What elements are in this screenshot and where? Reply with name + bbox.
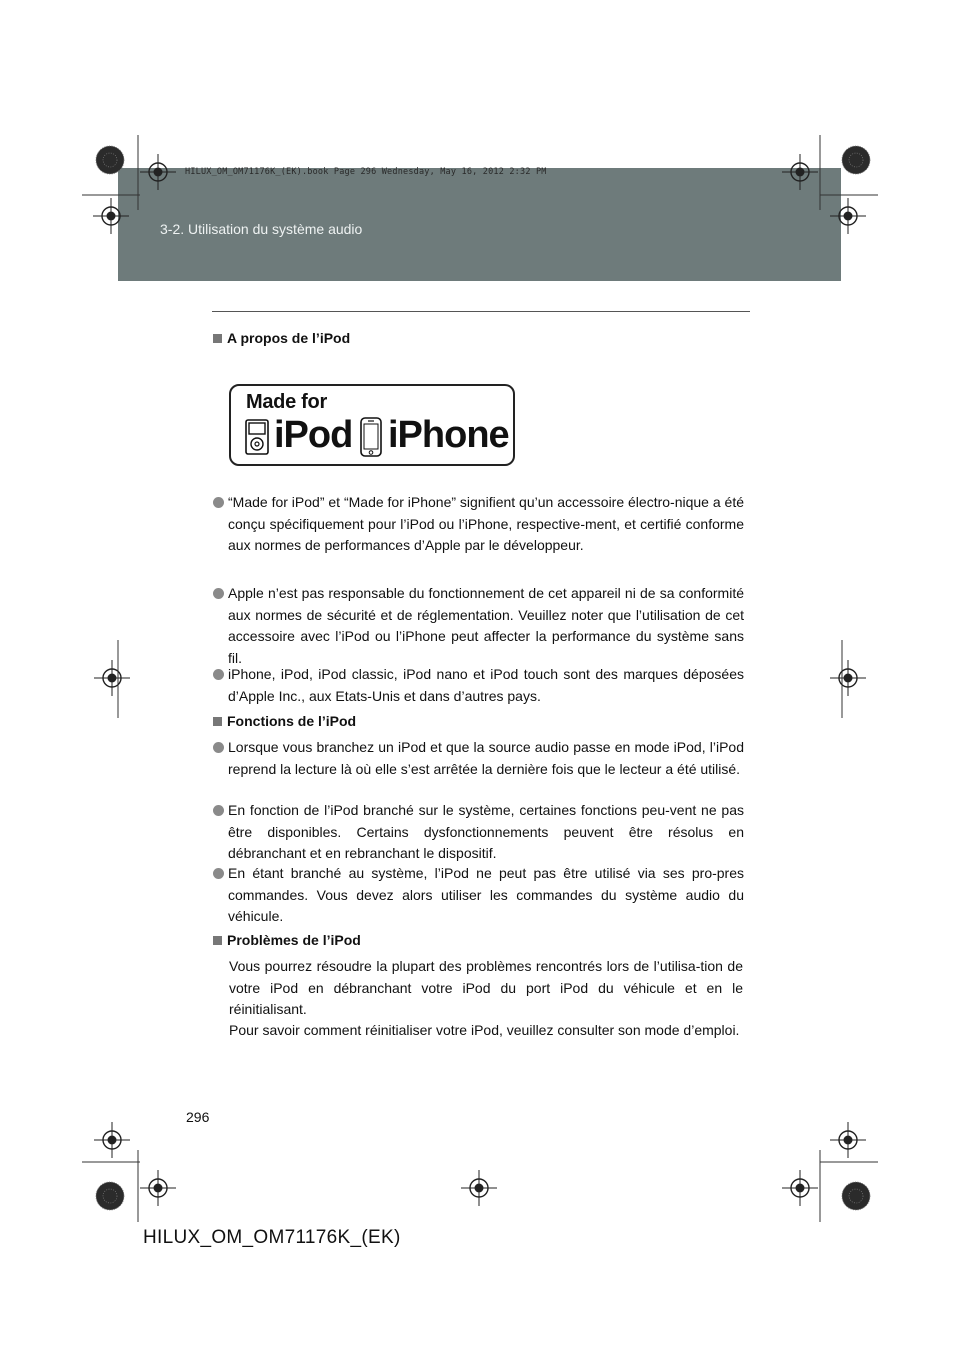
subsection-title: Fonctions de l’iPod [213,713,356,729]
subsection-title: A propos de l’iPod [213,330,350,346]
list-item: Lorsque vous branchez un iPod et que la source audio passe en mode iPod, l’iPod reprend la lecture là où elle s’est arrêtée la dernière fois que le lecteur a été utilisé. [228,737,744,780]
burst-mark-icon [842,1182,870,1210]
registration-mark-icon [830,198,866,234]
paragraph: Pour savoir comment réinitialiser votre iPod, veuillez consulter son mode d’emploi. [229,1022,740,1038]
square-bullet-icon [213,936,222,945]
top-rule [212,311,750,312]
registration-mark-icon [830,660,866,696]
registration-mark-icon [94,1122,130,1158]
round-bullet-icon [213,742,224,753]
round-bullet-icon [213,497,224,508]
book-stamp: HILUX_OM_OM71176K_(EK).book Page 296 Wednesday, May 16, 2012 2:32 PM [185,167,547,177]
registration-mark-icon [830,1122,866,1158]
list-item: “Made for iPod” et “Made for iPhone” signifient qu’un accessoire électro-nique a été conçu spécifiquement pour l’iPod ou l’iPhone, respective-ment, et certifié conforme aux normes de performances d’Apple par le développeur. [228,492,744,557]
paragraph: Vous pourrez résoudre la plupart des problèmes rencontrés lors de l’utilisa-tion de votre iPod en débranchant votre iPod du port iPod du véhicule et en le réinitialisant. [229,958,743,1017]
list-item: Apple n’est pas responsable du fonctionnement de cet appareil ni de sa conformité aux normes de sécurité et de réglementation. Veuillez noter que l’utilisation de cet accessoire avec l’iPod ou l’iPhone peut affecter la performance du système sans fil. [228,583,744,669]
list-item: En fonction de l’iPod branché sur le système, certaines fonctions peu-vent ne pas être disponibles. Certains dysfonctionnements peuvent être résolus en débranchant et en rebranchant le dispositif. [228,800,744,865]
round-bullet-icon [213,669,224,680]
registration-mark-icon [94,660,130,696]
ipod-device-icon [245,419,269,455]
list-item: iPhone, iPod, iPod classic, iPod nano et iPod touch sont des marques déposées d’Apple Inc., aux Etats-Unis et dans d’autres pays. [228,664,744,707]
subsection-title: Problèmes de l’iPod [213,932,361,948]
square-bullet-icon [213,717,222,726]
registration-mark-icon [93,198,129,234]
list-item: En étant branché au système, l’iPod ne peut pas être utilisé via ses pro-pres commandes. Vous devez alors utiliser les commandes du système audio du véhicule. [228,863,744,928]
registration-mark-icon [461,1170,497,1206]
logo-iphone-text: iPhone [388,414,509,456]
burst-mark-icon [842,146,870,174]
registration-mark-icon [782,154,818,190]
iphone-device-icon [360,417,382,457]
registration-mark-icon [140,154,176,190]
logo-made-for-text: Made for [246,391,327,413]
burst-mark-icon [96,1182,124,1210]
registration-mark-icon [782,1170,818,1206]
burst-mark-icon [96,146,124,174]
document-code: HILUX_OM_OM71176K_(EK) [143,1227,401,1248]
registration-mark-icon [140,1170,176,1206]
round-bullet-icon [213,868,224,879]
round-bullet-icon [213,805,224,816]
page-number: 296 [186,1109,210,1125]
logo-ipod-text: iPod [274,414,353,456]
round-bullet-icon [213,588,224,599]
square-bullet-icon [213,334,222,343]
section-title: 3-2. Utilisation du système audio [160,221,363,237]
